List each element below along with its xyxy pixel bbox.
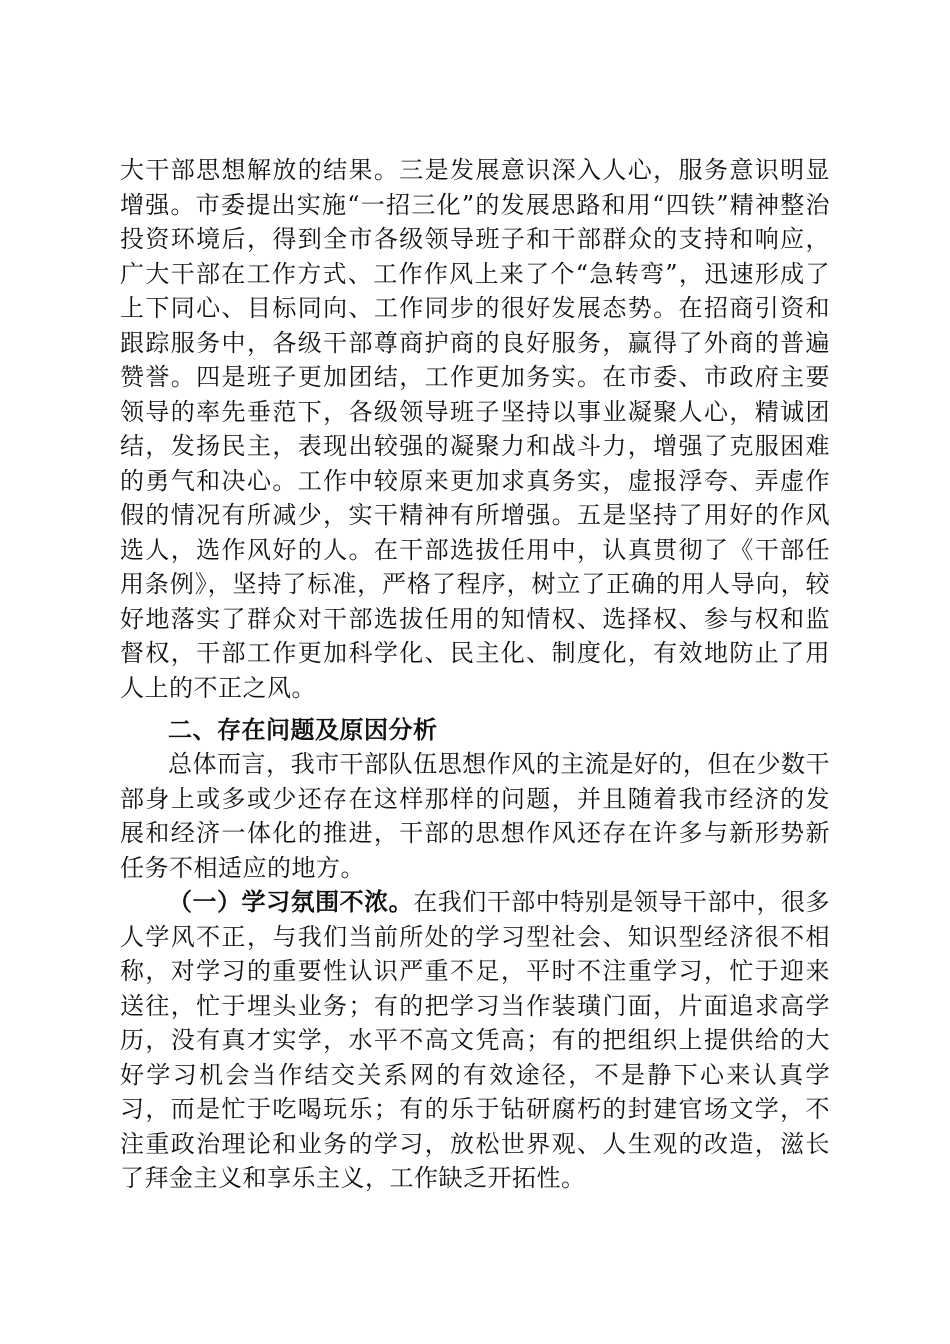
body-paragraph-learning bbox=[120, 885, 830, 1196]
body-paragraph-achievements: 大干部思想解放的结果。三是发展意识深入人心，服务意识明显增强。市委提出实施“一招三化”的发展思路和用“四铁”精神整治投资环境后，得到全市各级领导班子和干部群众的支持和响应，广大干部在工作方式、工作作风上来了个“急转弯”，迅速形成了上下同心、目标同向、工作同步的很好发展态势。在招商引资和跟踪服务中，各级干部尊商护商的良好服务，赢得了外商的普遍赞誉。四是班子更加团结，工作更加务实。在市委、市政府主要领导的率先垂范下，各级领导班子坚持以事业凝聚人心，精诚团结，发扬民主，表现出较强的凝聚力和战斗力，增强了克服困难的勇气和决心。工作中较原来更加求真务实，虚报浮夸、弄虚作假的情况有所减少，实干精神有所增强。五是坚持了用好的作风选人，选作风好的人。在干部选拔任用中，认真贯彻了《干部任用条例》，坚持了标准，严格了程序，树立了正确的用人导向，较好地落实了群众对干部选拔任用的知情权、选择权、参与权和监督权，干部工作更加科学化、民主化、制度化，有效地防止了用人上的不正之风。 bbox=[120, 156, 830, 702]
subsection-body-text: 在我们干部中特别是领导干部中，很多人学风不正，与我们当前所处的学习型社会、知识型经济很不相称，对学习的重要性认识严重不足，平时不注重学习，忙于迎来送往，忙于埋头业务；有的把学习当作装璜门面，片面追求高学历，没有真才实学，水平不高文凭高；有的把组织上提供给的大好学习机会当作结交关系网的有效途径，不是静下心来认真学习，而是忙于吃喝玩乐；有的乐于钻研腐朽的封建官场文学，不注重政治理论和业务的学习，放松世界观、人生观的改造，滋长了拜金主义和享乐主义，工作缺乏开拓性。 bbox=[120, 888, 831, 1192]
subsection-heading: （一）学习氛围不浓。 bbox=[168, 888, 414, 916]
section-heading: 二、存在问题及原因分析 bbox=[168, 716, 438, 744]
body-paragraph-overview: 总体而言，我市干部队伍思想作风的主流是好的，但在少数干部身上或多或少还存在这样那样的问题，并且随着我市经济的发展和经济一体化的推进，干部的思想作风还存在许多与新形势新任务不相适应的地方。 bbox=[120, 750, 830, 882]
